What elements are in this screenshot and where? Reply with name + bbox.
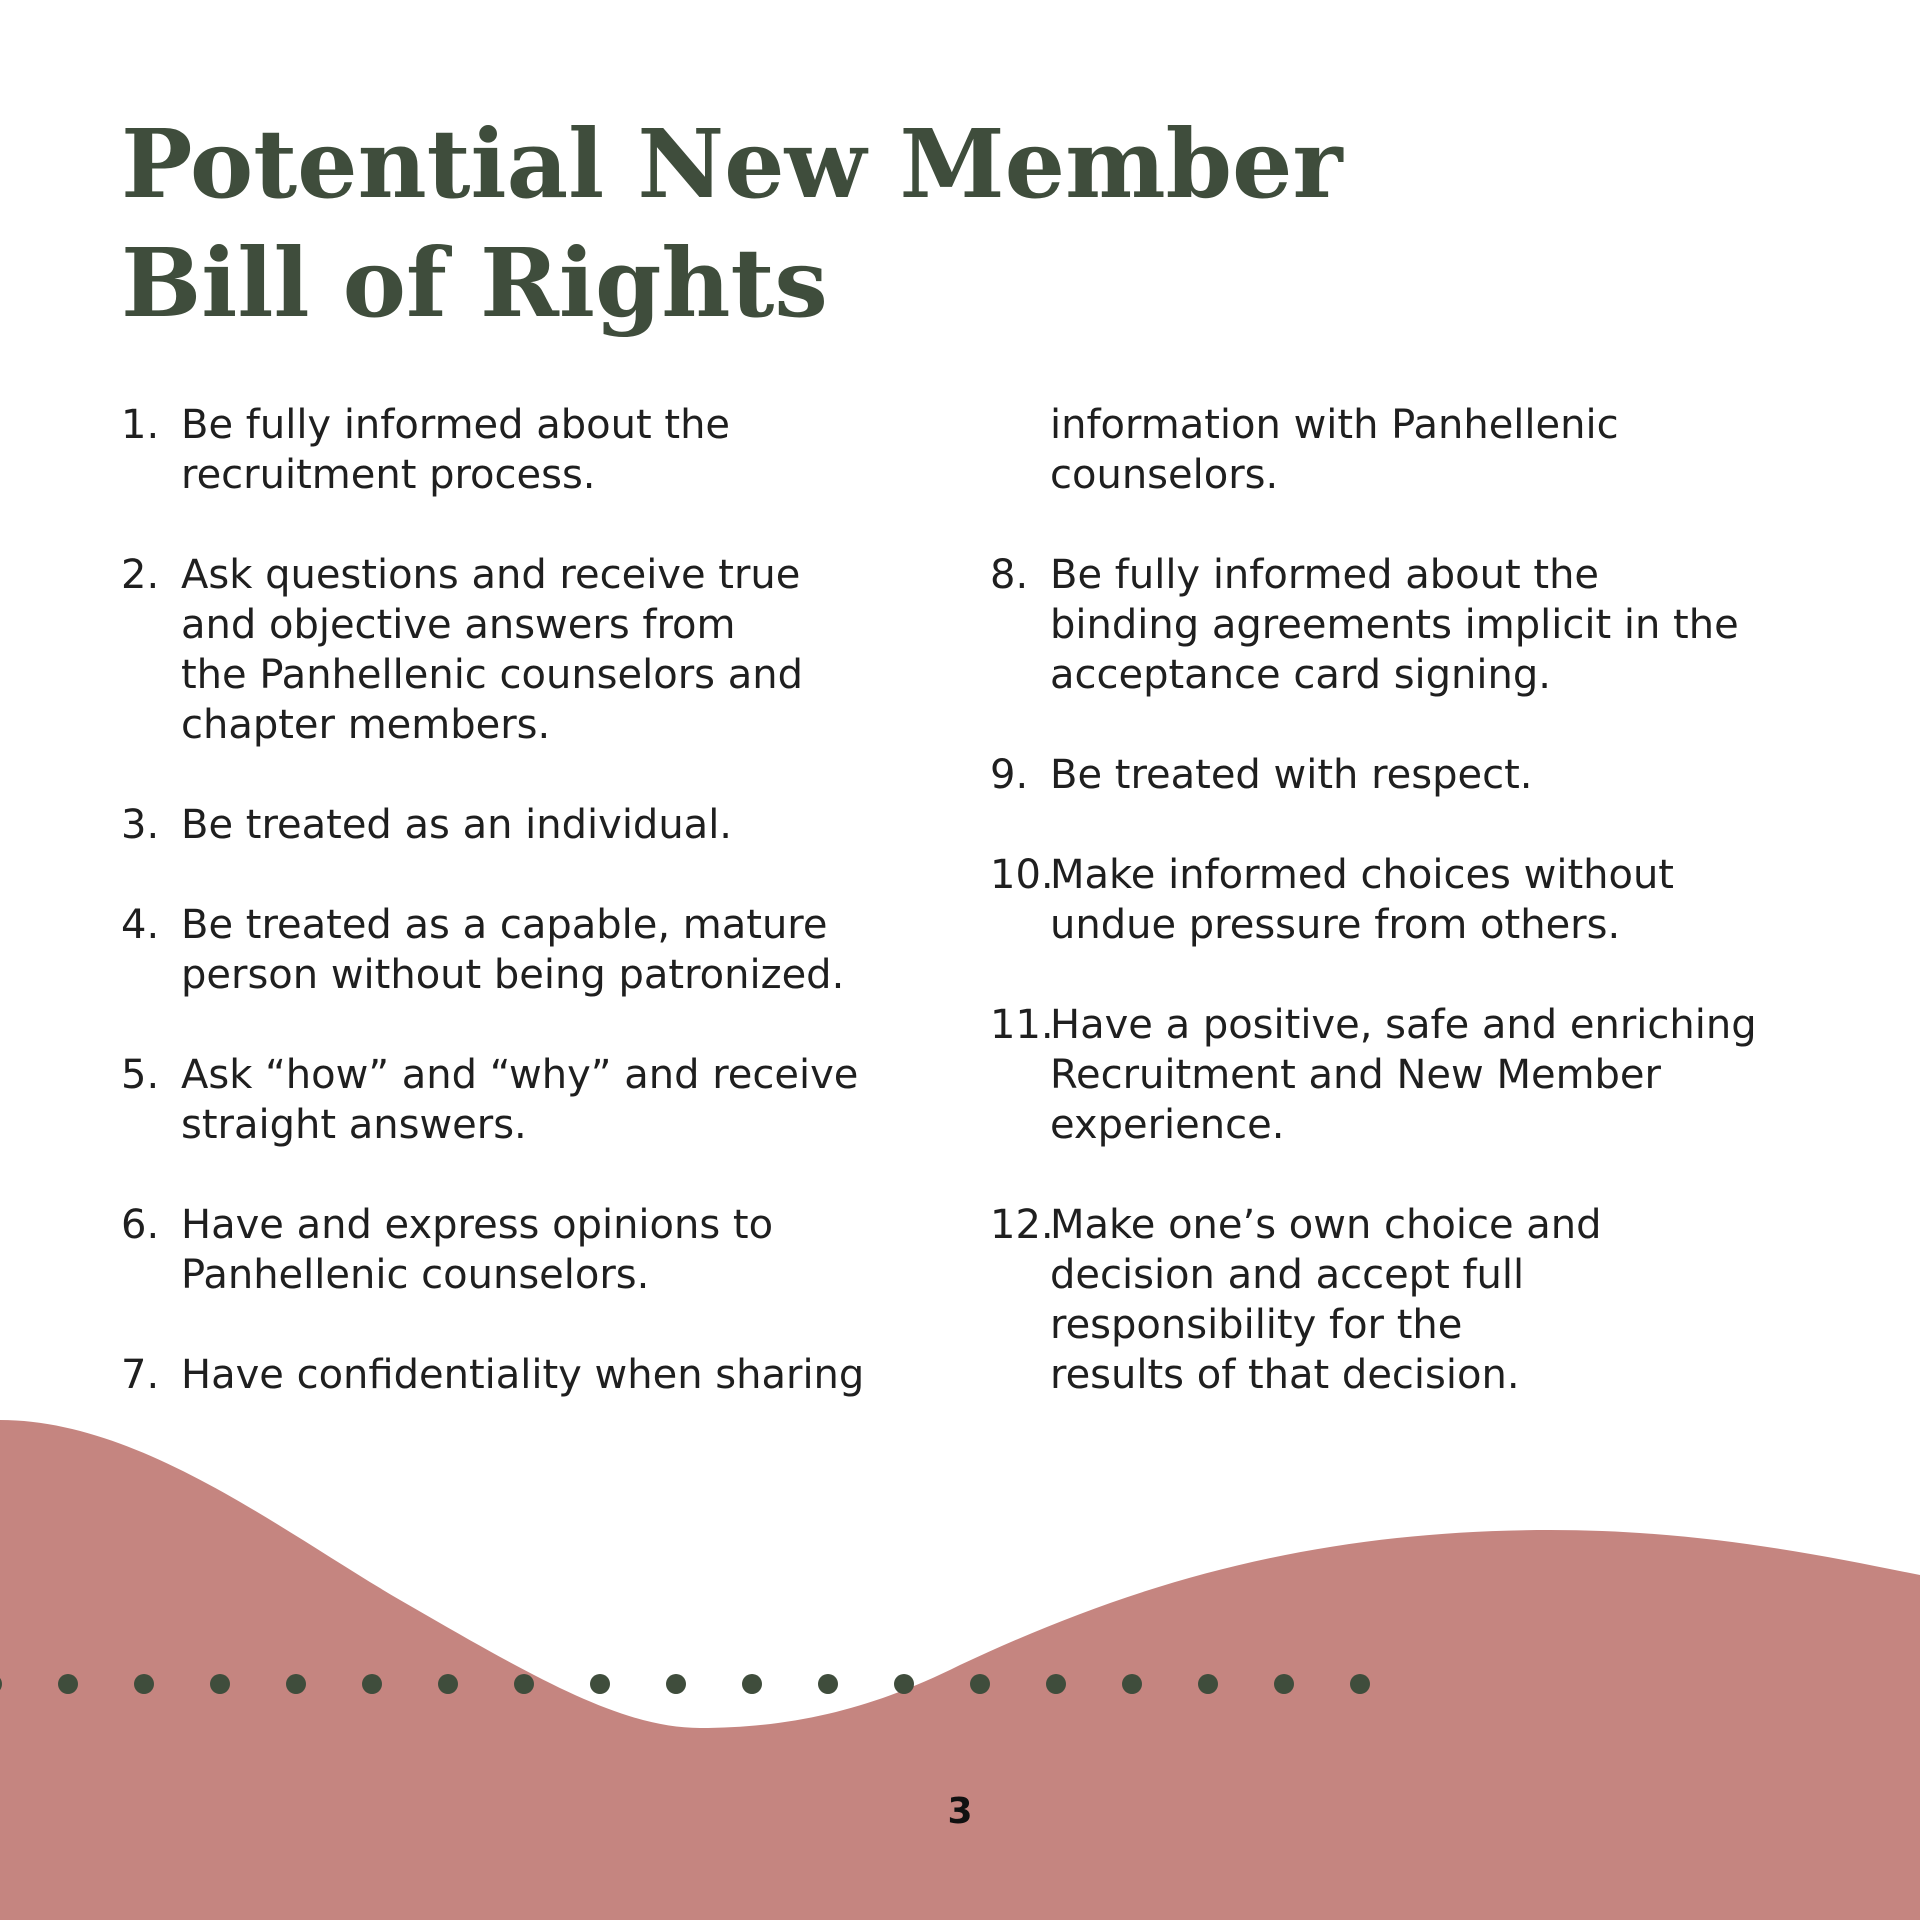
right-text-line: Make one’s own choice and (1050, 1202, 1602, 1248)
dot (58, 1674, 78, 1694)
right-text (1050, 550, 1739, 700)
dot (134, 1674, 154, 1694)
right-text-line: Recruitment and New Member (1050, 1052, 1661, 1098)
title-line-1: Potential New Member (121, 109, 1343, 220)
right-text (181, 1050, 858, 1150)
right-text-line: the Panhellenic counselors and (181, 652, 803, 698)
right-text-line: straight answers. (181, 1102, 527, 1148)
right-number: 11. (990, 1002, 1054, 1048)
right-text (181, 550, 803, 750)
dot (1046, 1674, 1066, 1694)
right-number: 5. (121, 1052, 160, 1098)
right-text (181, 1200, 773, 1300)
right-text-line: Be treated as an individual. (181, 802, 733, 848)
right-text-line: experience. (1050, 1102, 1285, 1148)
right-text-line: Have confidentiality when sharing (181, 1352, 865, 1398)
dot (514, 1674, 534, 1694)
dot (894, 1674, 914, 1694)
right-text-line: Be treated with respect. (1050, 752, 1533, 798)
right-text-line: person without being patronized. (181, 952, 845, 998)
right-text (1050, 1000, 1757, 1150)
right-text-line: binding agreements implicit in the (1050, 602, 1739, 648)
dot (818, 1674, 838, 1694)
right-number: 10. (990, 852, 1054, 898)
right-text-line: responsibility for the (1050, 1302, 1463, 1348)
right-text (181, 1350, 864, 1400)
right-text (181, 800, 732, 850)
page-title (121, 105, 1343, 343)
right-text-line: and objective answers from (181, 602, 736, 648)
dot (286, 1674, 306, 1694)
right-text-line: Make informed choices without (1050, 852, 1674, 898)
right-number: 3. (121, 802, 160, 848)
dot (1350, 1674, 1370, 1694)
dot (210, 1674, 230, 1694)
dot (666, 1674, 686, 1694)
right-text-line: Panhellenic counselors. (181, 1252, 650, 1298)
dot (742, 1674, 762, 1694)
right-text-line: Have and express opinions to (181, 1202, 774, 1248)
right-text-line: Ask questions and receive true (181, 552, 801, 598)
right-text-line: Ask “how” and “why” and receive (181, 1052, 859, 1098)
right-number: 4. (121, 902, 160, 948)
right-number: 7. (121, 1352, 160, 1398)
right-text (181, 900, 844, 1000)
right-text-line: Be treated as a capable, mature (181, 902, 828, 948)
right-text (181, 400, 730, 500)
right-text-line: Be fully informed about the (181, 402, 731, 448)
right-number: 9. (990, 752, 1029, 798)
wave-shape (0, 1420, 1920, 1920)
right-text-line: decision and accept full (1050, 1252, 1525, 1298)
right-text (1050, 1200, 1602, 1400)
right-text-line: chapter members. (181, 702, 551, 748)
dot (438, 1674, 458, 1694)
right-text (1050, 850, 1674, 950)
page-number: 3 (947, 1791, 973, 1832)
right-number: 2. (121, 552, 160, 598)
right-text-line: information with Panhellenic (1050, 402, 1619, 448)
right-text-line: acceptance card signing. (1050, 652, 1551, 698)
right-number: 1. (121, 402, 160, 448)
dot (362, 1674, 382, 1694)
right-text (1050, 400, 1619, 500)
right-text-line: Have a positive, safe and enriching (1050, 1002, 1757, 1048)
dot (1122, 1674, 1142, 1694)
right-text-line: undue pressure from others. (1050, 902, 1621, 948)
right-number: 8. (990, 552, 1029, 598)
dot (1198, 1674, 1218, 1694)
right-text-line: counselors. (1050, 452, 1279, 498)
right-text-line: Be fully informed about the (1050, 552, 1600, 598)
dot (1274, 1674, 1294, 1694)
dot (590, 1674, 610, 1694)
dot (970, 1674, 990, 1694)
right-text (1050, 750, 1533, 800)
right-number: 6. (121, 1202, 160, 1248)
title-line-2: Bill of Rights (121, 228, 828, 339)
right-text-line: results of that decision. (1050, 1352, 1520, 1398)
right-text-line: recruitment process. (181, 452, 596, 498)
right-number: 12. (990, 1202, 1054, 1248)
